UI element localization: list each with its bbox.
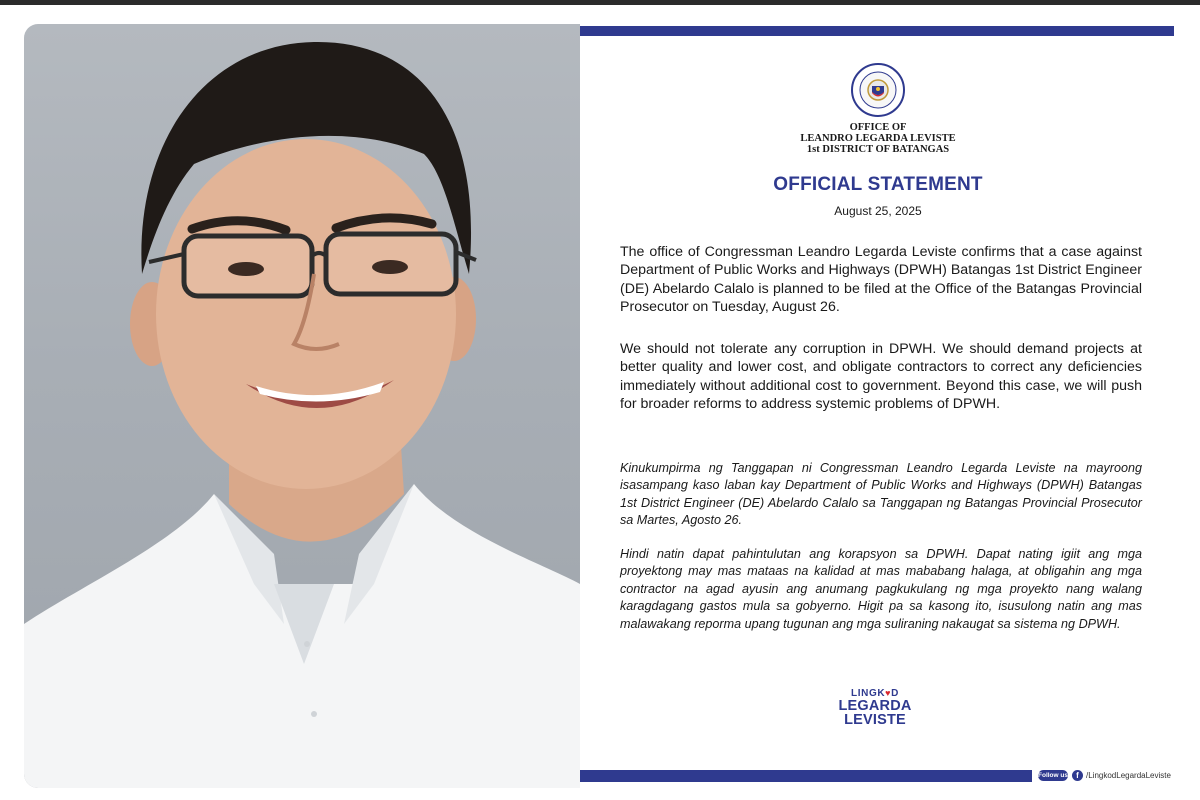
portrait-illustration	[24, 24, 580, 788]
statement-paragraph-filipino-2: Hindi natin dapat pahintulutan ang korapsyon sa DPWH. Dapat nating igiit ang mga proyektong may mas mataas na kalidad at mas mababang halaga, at obligahin ang mga contractor na agad ayusin ang anumang pagkukulang ng mga proyekto nang walang karagdagang gastos mula sa gobyerno. Higit pa sa kasong ito, isusulong natin ang mas malawakang reporma upang tugunan ang mga suliraning nakaugat sa sistema ng DPWH.	[620, 547, 1142, 631]
top-edge-strip	[0, 0, 1200, 5]
facebook-icon[interactable]: f	[1072, 770, 1083, 781]
facebook-handle-link[interactable]: /LingkodLegardaLeviste	[1086, 771, 1171, 780]
statement-paragraph-english-2: We should not tolerate any corruption in DPWH. We should demand projects at better quality and lower cost, and obligate contractors to correct any deficiencies immediately without additional cost to government. Beyond this case, we will push for broader reforms to address systemic problems of DPWH.	[620, 341, 1142, 413]
brand-line-1b: D	[891, 688, 899, 699]
portrait-photo	[24, 24, 580, 788]
statement-paragraph-filipino-1: Kinukumpirma ng Tanggapan ni Congressman Leandro Legarda Leviste na mayroong isasampang kaso laban kay Department of Public Works and Highways (DPWH) Batangas 1st District Engineer (DE) Abelardo Calalo sa Tanggapan ng Batangas Provincial Prosecutor sa Martes, Agosto 26.	[620, 461, 1142, 528]
office-line-1: OFFICE OF	[849, 122, 907, 133]
top-accent-bar	[580, 26, 1174, 36]
office-line-3: 1st DISTRICT OF BATANGAS	[806, 144, 950, 155]
house-of-representatives-seal-icon	[850, 62, 906, 118]
office-heading	[740, 122, 1016, 155]
follow-us-button[interactable]: Follow us	[1038, 772, 1068, 779]
statement-title: OFFICIAL STATEMENT	[773, 174, 983, 195]
heart-icon: ♥	[885, 688, 892, 698]
statement-paragraph-english-1: The office of Congressman Leandro Legarda Leviste confirms that a case against Department of Public Works and Highways (DPWH) Batangas 1st District Engineer (DE) Abelardo Calalo is planned to be filed at the Office of the Batangas Provincial Prosecutor on Tuesday, August 26.	[620, 244, 1142, 316]
bottom-accent-bar	[580, 770, 1032, 782]
lingkod-legarda-leviste-logo	[818, 688, 932, 727]
brand-line-2: LEGARDA	[838, 698, 912, 714]
statement-date: August 25, 2025	[834, 204, 922, 218]
brand-line-3: LEVISTE	[844, 712, 906, 728]
brand-line-1a: LINGK	[851, 688, 886, 699]
office-line-2: LEANDRO LEGARDA LEVISTE	[800, 133, 956, 144]
